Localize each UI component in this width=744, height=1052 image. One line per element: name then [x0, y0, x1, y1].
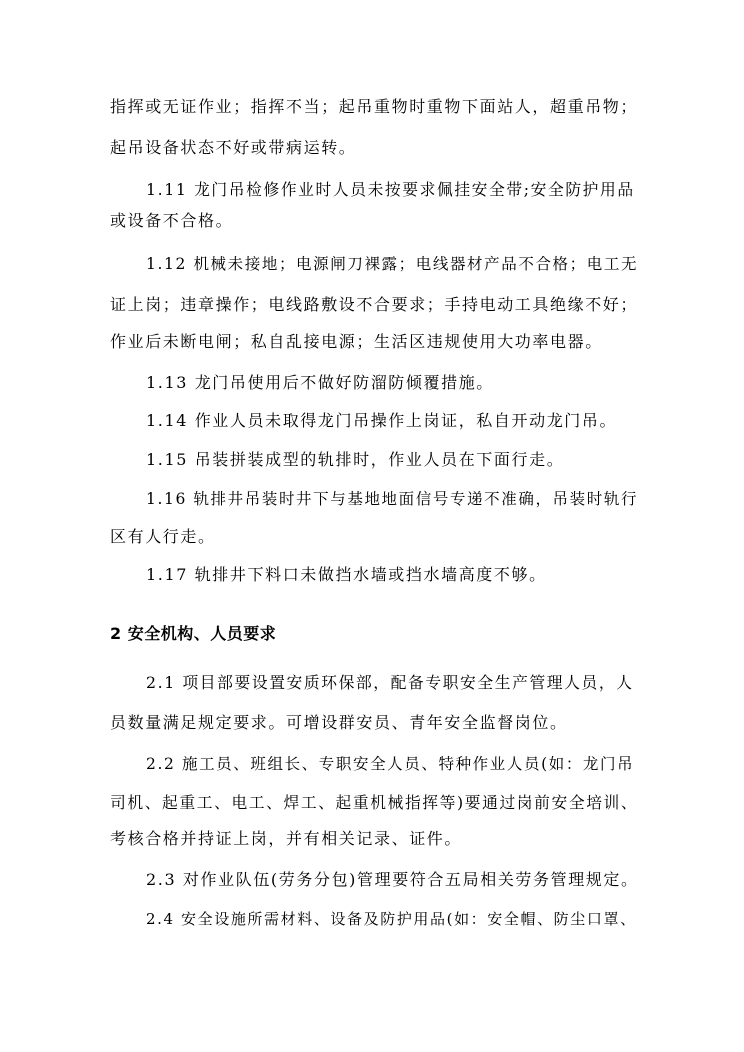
text-line: 作业后未断电闸；私自乱接电源；生活区违规使用大功率电器。	[110, 332, 603, 351]
text-line: 2.3 对作业队伍(劳务分包)管理要符合五局相关劳务管理规定。	[146, 870, 639, 889]
text-line: 2.1 项目部要设置安质环保部，配备专职安全生产管理人员，人	[146, 673, 634, 692]
text-line: 司机、起重工、电工、焊工、起重机械指挥等)要通过岗前安全培训、	[110, 793, 639, 812]
text-line: 1.16 轨排井吊装时井下与基地地面信号专递不准确，吊装时轨行	[146, 490, 639, 508]
text-line: 区有人行走。	[110, 527, 216, 546]
text-line: 1.15 吊装拼装成型的轨排时，作业人员在下面行走。	[146, 450, 565, 469]
text-line: 1.11 龙门吊检修作业时人员未按要求佩挂安全带;安全防护用品	[146, 180, 635, 199]
text-line: 指挥或无证作业；指挥不当；起吊重物时重物下面站人，超重吊物；	[110, 97, 639, 116]
text-line: 2.4 安全设施所需材料、设备及防护用品(如：安全帽、防尘口罩、	[146, 910, 637, 928]
text-line: 员数量满足规定要求。可增设群安员、青年安全监督岗位。	[110, 713, 568, 732]
text-line: 起吊设备状态不好或带病运转。	[110, 138, 357, 157]
section-heading: 2 安全机构、人员要求	[110, 624, 277, 643]
text-line: 2.2 施工员、班组长、专职安全人员、特种作业人员(如：龙门吊	[146, 755, 635, 773]
text-line: 证上岗；违章操作；电线路敷设不合要求；手持电动工具绝缘不好；	[110, 295, 639, 314]
text-line: 考核合格并持证上岗，并有相关记录、证件。	[110, 829, 463, 848]
text-line: 1.14 作业人员未取得龙门吊操作上岗证，私自开动龙门吊。	[146, 411, 618, 430]
text-line: 或设备不合格。	[110, 211, 234, 230]
text-line: 1.13 龙门吊使用后不做好防溜防倾覆措施。	[146, 373, 494, 392]
text-line: 1.12 机械未接地；电源闸刀裸露；电线器材产品不合格；电工无	[146, 255, 639, 273]
text-line: 1.17 轨排井下料口未做挡水墙或挡水墙高度不够。	[146, 565, 547, 584]
